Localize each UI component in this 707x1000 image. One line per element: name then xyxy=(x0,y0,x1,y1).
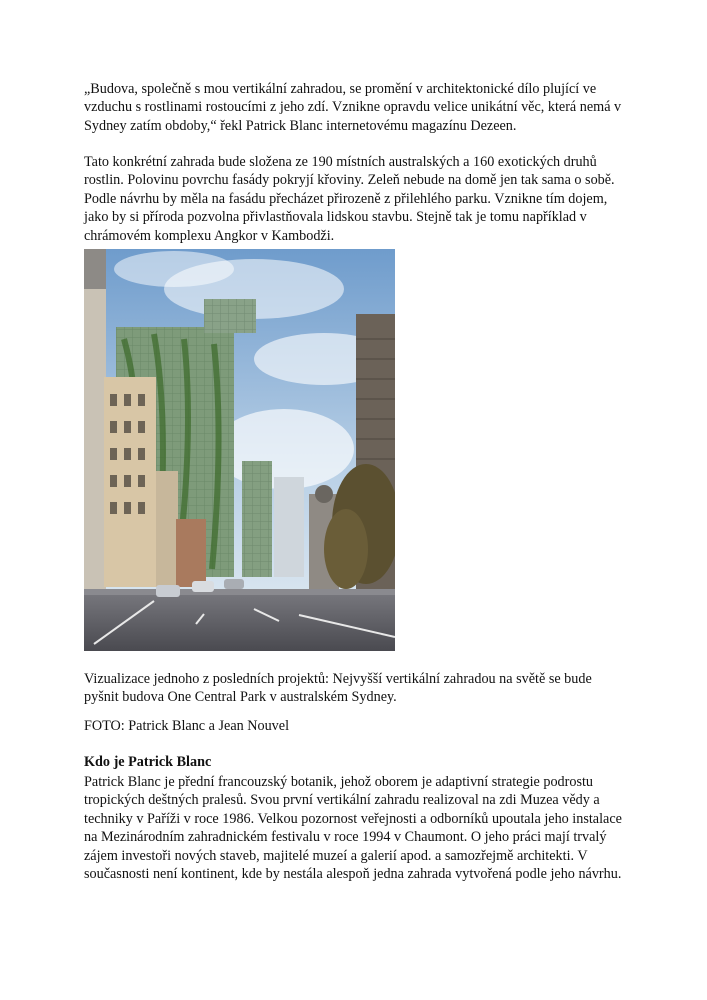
street-scene-illustration xyxy=(84,249,395,651)
image-caption: Vizualizace jednoho z posledních projektů: Nejvyšší vertikální zahradou na světě se bude pyšnit budova One Central Park v australském Sydney. xyxy=(84,671,592,706)
biography-paragraph: Patrick Blanc je přední francouzský botanik, jehož oborem je adaptivní strategie podrostu tropických deštných pralesů. Svou první vertikální zahradu realizoval na zdi Muzea vědy a techniky v Paříži v roce 1986. Velkou pozornost veřejnosti a odborníků upoutala jeho instalace na Mezinárodním zahradnickém festivalu v roce 1994 v Chaumont. O jeho práci mají trvalý zájem investoři nových staveb, majitelé muzeí a galerií apod. a samozřejmě architekti. V současnosti není kontinent, kde by nestála alespoň jedna zahrada vytvořená podle jeho návrhu. xyxy=(84,774,622,883)
section-heading: Kdo je Patrick Blanc xyxy=(84,754,212,770)
quote-paragraph: „Budova, společně s mou vertikální zahradou, se promění v architektonické dílo plující ve vzduchu s rostlinami rostoucími z jeho zdí. Vznikne opravdu velice unikátní věc, která nemá v Sydney zatím obdoby,“ řekl Patrick Blanc internetovému magazínu Dezeen. xyxy=(84,81,622,134)
photo-credit: FOTO: Patrick Blanc a Jean Nouvel xyxy=(84,718,290,734)
garden-description-paragraph: Tato konkrétní zahrada bude složena ze 190 místních australských a 160 exotických druhů rostlin. Polovinu povrchu fasády pokryjí křoviny. Zeleň nebude na domě jen tak sama o sobě. Podle návrhu by měla na fasádu přecházet přirozeně z přilehlého parku. Vznikne tím dojem, jako by si příroda pozvolna přivlastňovala lidskou stavbu. Stejně tak je tomu například v chrámovém komplexu Angkor v Kambodži. xyxy=(84,154,615,244)
building-visualization-image xyxy=(84,249,395,651)
